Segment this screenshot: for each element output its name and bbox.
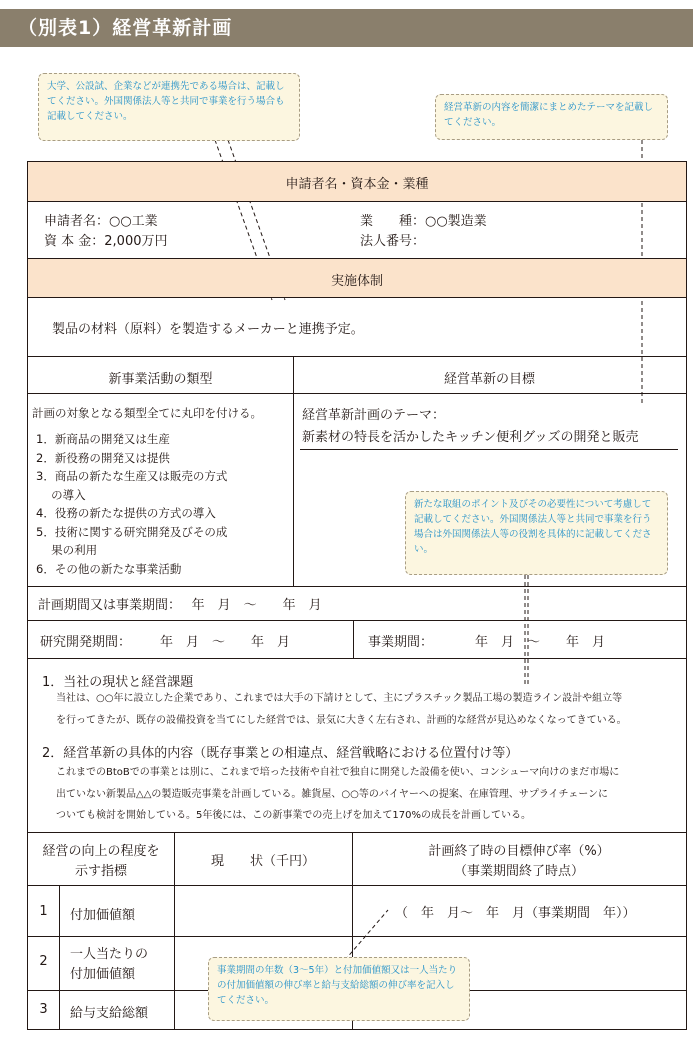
callout-theme: 経営革新の内容を簡潔にまとめたテーマを記載してください。 — [435, 94, 668, 140]
activity-type-item: の導入 — [36, 487, 86, 502]
applicant-capital: 資 本 金：2,000万円 — [44, 234, 168, 249]
indicator-header-2: 示す指標 — [74, 864, 127, 879]
plan-period: 計画期間又は事業期間： 年 月 〜 年 月 — [38, 598, 322, 613]
rd-period-value: 年 月 〜 年 月 — [160, 635, 291, 650]
activity-goal-header: 経営革新の目標 — [443, 372, 535, 387]
system-content: 製品の材料（原料）を製造するメーカーと連携予定。 — [52, 322, 364, 337]
page-title: （別表1）経営革新計画 — [18, 17, 233, 39]
divider — [28, 885, 686, 886]
applicant-industry: 業 種：○○製造業 — [360, 214, 487, 229]
divider — [28, 201, 686, 202]
indicator-header-1: 経営の向上の程度を — [42, 844, 160, 859]
system-section-title: 実施体制 — [330, 274, 383, 289]
applicant-corp-number: 法人番号： — [360, 234, 426, 249]
target-header-2: （事業期間終了時点） — [453, 864, 584, 879]
content-paragraph-1a: 当社は、○○年に設立した企業であり、これまでは大手の下請けとして、主にプラスチック製品工場の製造ライン設計や組立等 — [56, 693, 623, 704]
applicant-section-title: 申請者名・資本金・業種 — [285, 177, 429, 192]
activity-type-item: 6．その他の新たな事業活動 — [36, 561, 182, 576]
activity-type-item: 果の利用 — [36, 543, 98, 557]
row-number: 2 — [39, 954, 48, 969]
activity-type-item: 3．商品の新たな生産又は販売の方式 — [36, 469, 228, 483]
theme-underline — [300, 449, 678, 450]
divider — [28, 297, 686, 298]
activity-type-item: 1．新商品の開発又は生産 — [36, 432, 170, 446]
content-heading-1: 1．当社の現状と経営課題 — [42, 675, 194, 690]
divider — [28, 586, 686, 587]
rd-period-label: 研究開発期間： — [40, 635, 132, 650]
content-heading-2: 2．経営革新の具体的内容（既存事業との相違点、経営戦略における位置付け等） — [42, 746, 519, 761]
callout-rates: 事業期間の年数（3〜5年）と付加価値額又は一人当たりの付加価値額の伸び率と給与支給総額の伸び率を記入してください。 — [208, 957, 470, 1021]
content-paragraph-2b: 出ていない新製品△△の製造販売事業を計画している。雑貨屋、○○等のバイヤーへの提案、在庫管理、サプライチェーンに — [56, 789, 609, 800]
divider — [28, 393, 686, 394]
column-divider — [293, 356, 294, 586]
content-paragraph-1b: を行ってきたが、既存の設備投資を当てにした経営では、景気に大きく左右され、計画的な経営が見込めなくなってきている。 — [56, 715, 627, 726]
divider — [28, 620, 686, 621]
biz-period-value: 年 月 〜 年 月 — [475, 635, 606, 650]
target-header-1: 計画終了時の目標伸び率（%） — [428, 844, 610, 859]
column-divider — [59, 885, 60, 1029]
activity-type-item: 2．新役務の開発又は提供 — [36, 450, 170, 465]
activity-type-list — [36, 431, 227, 579]
row-number: 1 — [39, 904, 48, 919]
divider — [28, 936, 686, 937]
activity-type-header: 新事業活動の類型 — [108, 372, 213, 387]
current-header: 現 状（千円） — [210, 854, 315, 869]
row-label-line-2: 付加価値額 — [70, 967, 136, 982]
activity-type-item: 5．技術に関する研究開発及びその成 — [36, 524, 228, 539]
row-label: 給与支給総額 — [70, 1006, 149, 1021]
callout-partners: 大学、公設試、企業などが連携先である場合は、記載してください。外国関係法人等と共同で事業を行う場合も記載してください。 — [38, 73, 300, 141]
divider — [28, 356, 686, 357]
divider — [28, 832, 686, 833]
column-divider — [353, 620, 354, 658]
activity-instruction: 計画の対象となる類型全てに丸印を付ける。 — [32, 406, 262, 420]
row-label-line-1: 一人当たりの — [70, 947, 149, 962]
divider — [28, 658, 686, 659]
callout-points: 新たな取組のポイント及びその必要性について考慮して記載してください。外国関係法人等と共同で事業を行う場合は外国関係法人等の役割を具体的に記載してください。 — [405, 491, 668, 575]
biz-period-label: 事業期間： — [368, 635, 434, 650]
applicant-name: 申請者名：○○工業 — [44, 214, 158, 229]
target-row-1: （ 年 月〜 年 月（事業期間 年）） — [395, 906, 636, 921]
theme-label: 経営革新計画のテーマ： — [302, 408, 446, 423]
content-paragraph-2a: これまでのBtoBでの事業とは別に、これまで培った技術や自社で独自に開発した設備を使い、コンシューマ向けのまだ市場に — [56, 767, 620, 778]
content-paragraph-2c: ついても検討を開始している。5年後には、この新事業での売上げを加えて170%の成長を計画している。 — [56, 810, 531, 821]
theme-value: 新素材の特長を活かしたキッチン便利グッズの開発と販売 — [302, 430, 639, 445]
activity-type-item: 4．役務の新たな提供の方式の導入 — [36, 506, 216, 520]
row-number: 3 — [39, 1002, 48, 1017]
row-label: 付加価値額 — [70, 908, 136, 923]
